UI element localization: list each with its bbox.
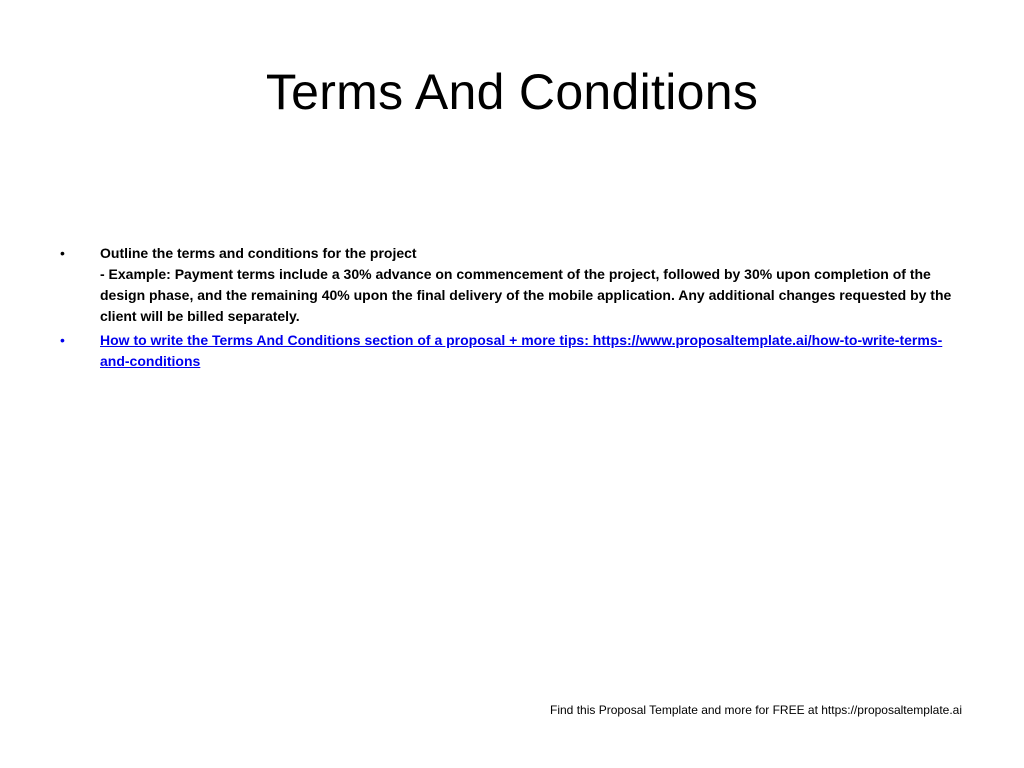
bullet-item-link — [56, 330, 966, 372]
slide-title: Terms And Conditions — [265, 64, 759, 120]
bullet-marker: • — [60, 332, 65, 348]
tips-link[interactable]: How to write the Terms And Conditions section of a proposal + more tips: https://www.proposaltemplate.ai/how-to-write-terms-and-conditions — [100, 332, 943, 369]
bullet-marker: • — [60, 245, 65, 261]
footer-credit: Find this Proposal Template and more for FREE at https://proposaltemplate.ai — [550, 703, 962, 717]
bullet-list — [56, 243, 966, 375]
bullet-example-text: - Example: Payment terms include a 30% advance on commencement of the project, followed by 30% upon completion of the design phase, and the remaining 40% upon the final delivery of the mobile application. Any additional changes requested by the client will be billed separately. — [100, 266, 952, 324]
bullet-heading: Outline the terms and conditions for the project — [100, 245, 417, 261]
bullet-item-terms — [56, 243, 966, 327]
